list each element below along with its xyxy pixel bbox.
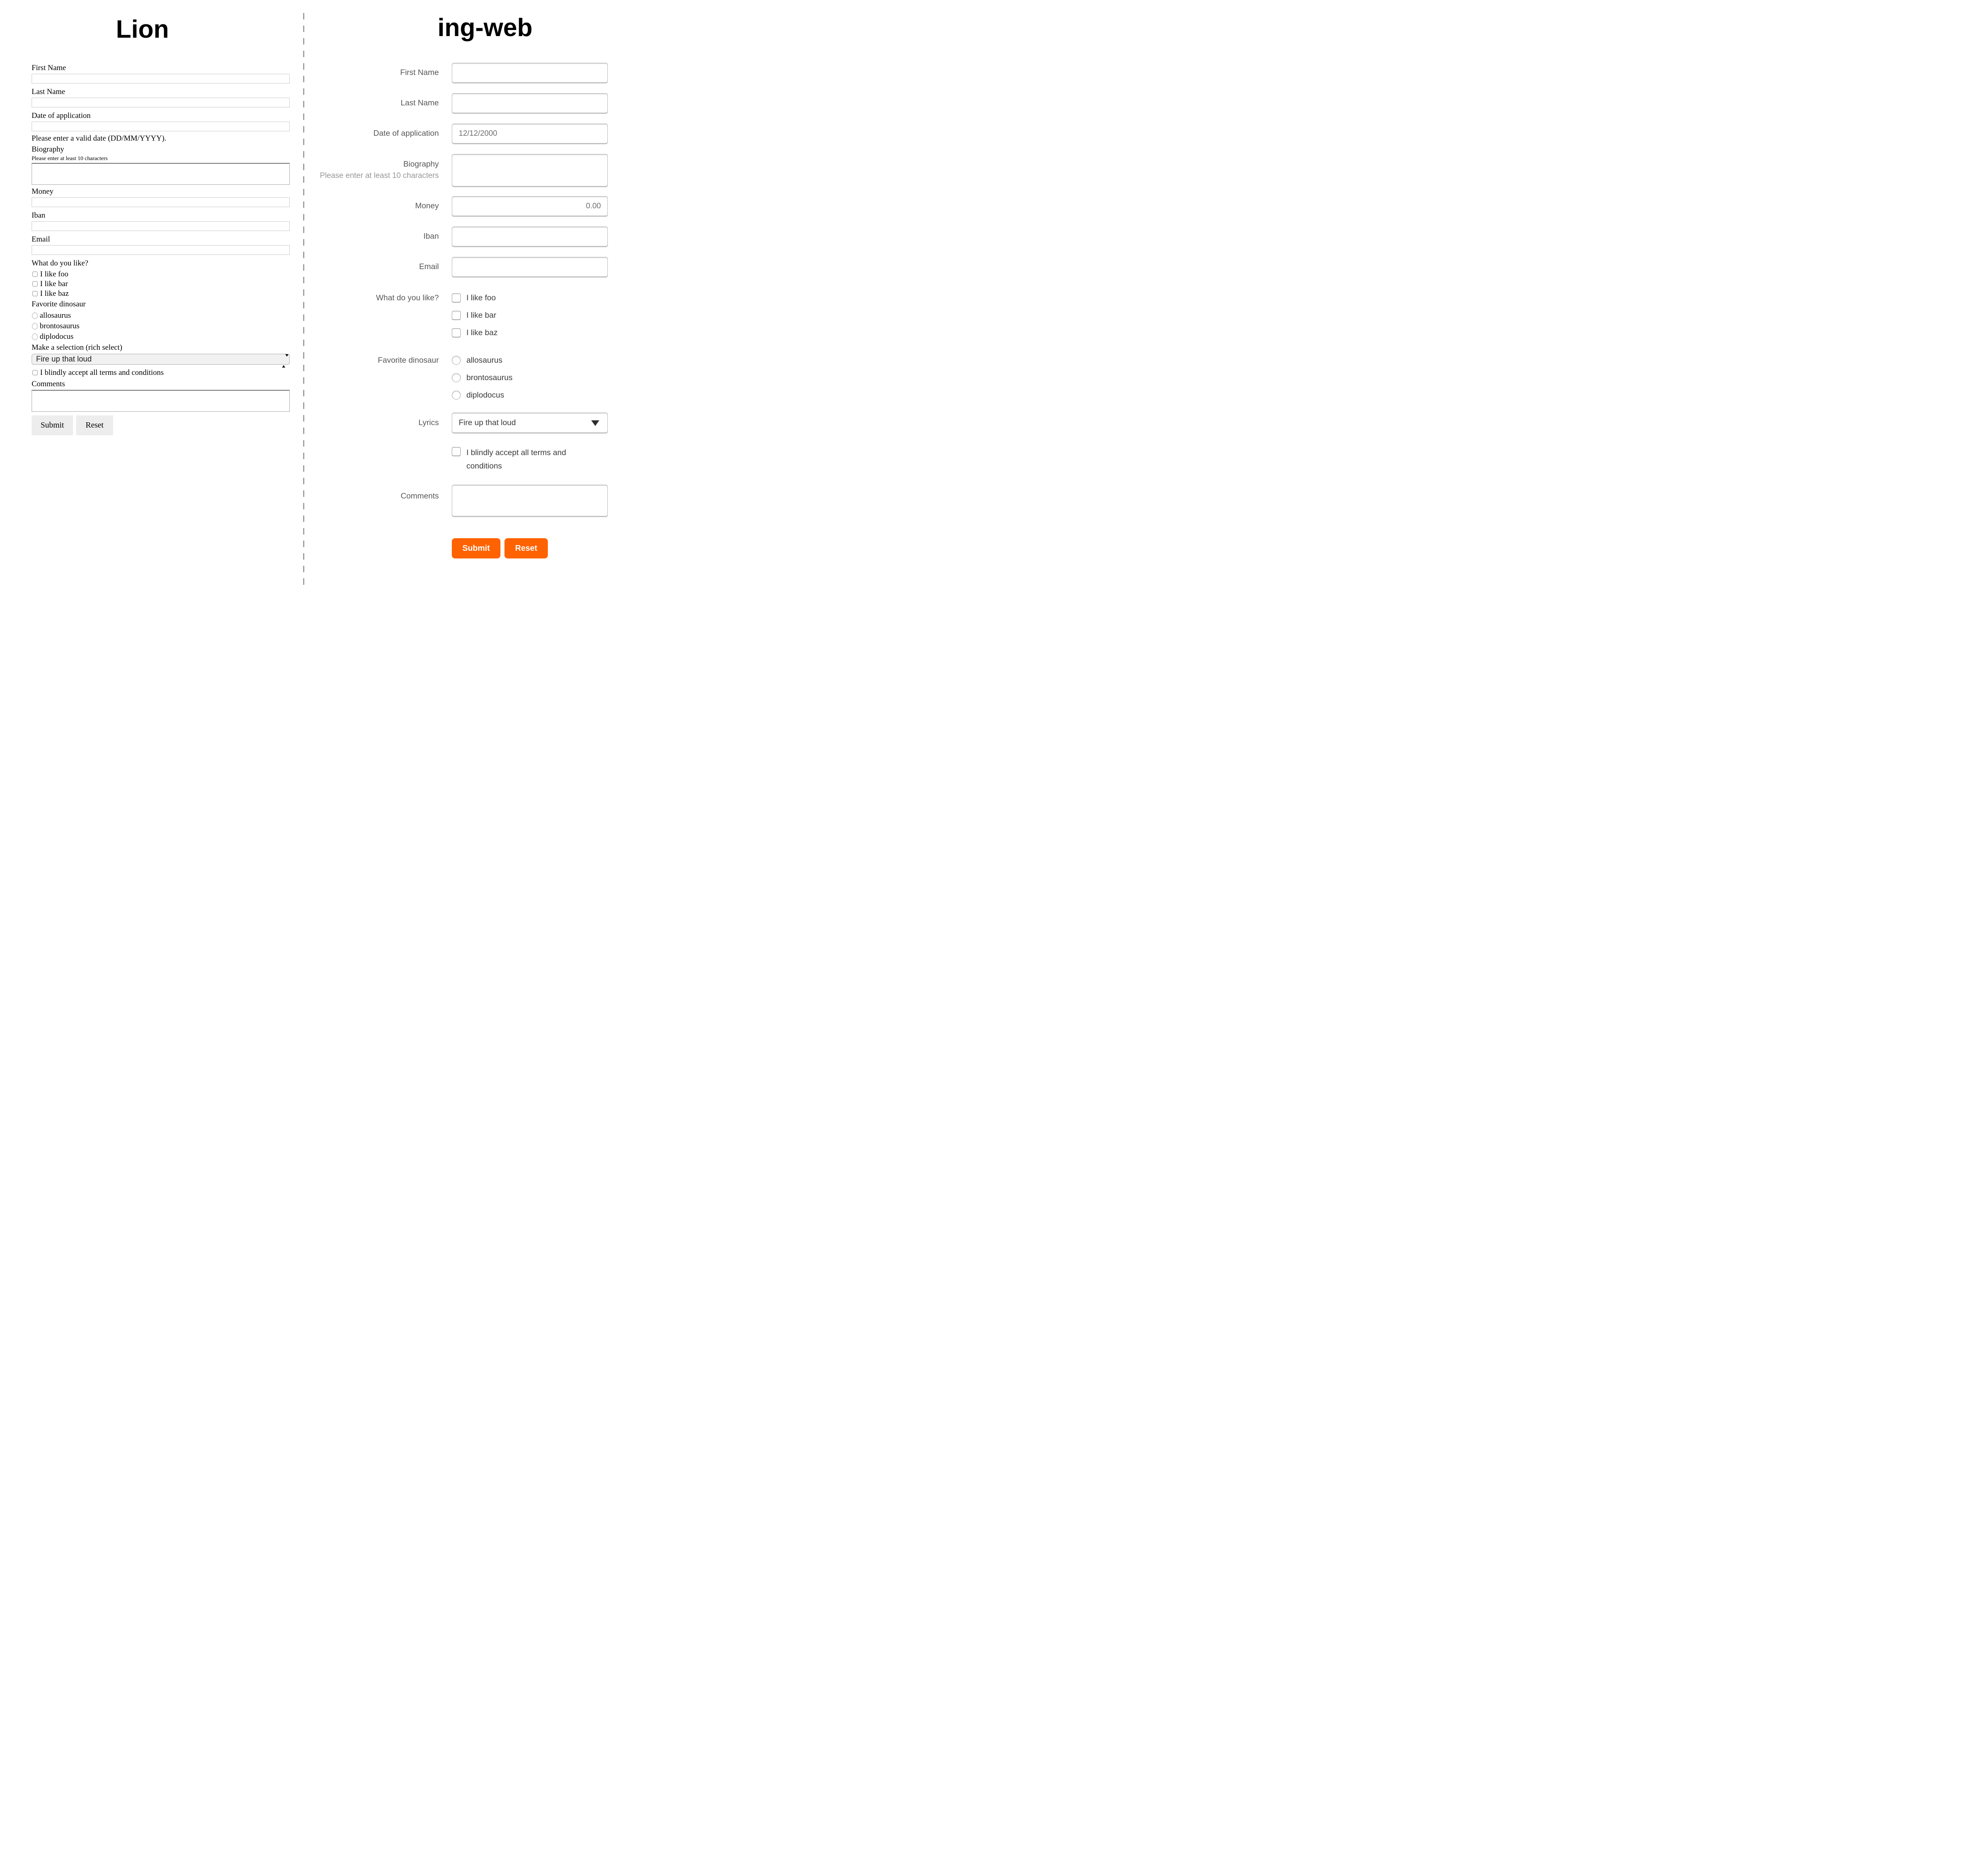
lion-like-foo-label: I like foo [40,270,68,278]
lion-comments-label: Comments [32,380,65,388]
ing-brontosaurus-label: brontosaurus [466,373,513,382]
lion-allosaurus-radio[interactable] [32,312,38,319]
ing-like-foo-row [452,293,608,303]
lion-last-name-label: Last Name [32,88,65,96]
ing-like-foo-checkbox[interactable] [452,293,461,302]
lion-date-input[interactable] [32,122,290,131]
lion-biography-label: Biography [32,145,64,154]
ing-iban-input[interactable] [452,227,608,246]
lion-email-label: Email [32,235,50,244]
ing-terms-wrap [452,447,608,473]
lion-date-label: Date of application [32,111,91,120]
ing-money-row [308,196,620,216]
lion-brontosaurus-row [32,321,290,331]
ing-terms-row [308,447,620,473]
ing-allosaurus-label: allosaurus [466,355,502,365]
ing-email-row [308,257,620,277]
dropdown-arrow-icon [591,420,599,426]
lion-terms-row [32,368,290,377]
ing-lyrics-select-value: Fire up that loud [459,418,516,427]
ing-like-foo-label: I like foo [466,293,496,302]
ing-dinosaur-group-label: Favorite dinosaur [378,356,439,365]
ing-likes-group-label: What do you like? [376,293,439,302]
ing-like-baz-checkbox[interactable] [452,328,461,337]
ing-first-name-input[interactable] [452,63,608,83]
ing-allosaurus-radio[interactable] [452,356,461,365]
lion-allosaurus-label: allosaurus [40,311,71,320]
lion-select-label: Make a selection (rich select) [32,343,122,352]
ing-comments-label: Comments [400,492,439,501]
ing-comments-row [308,485,620,516]
ing-allosaurus-row [452,355,608,365]
ing-last-name-row [308,93,620,113]
lion-likes-group-label: What do you like? [32,259,88,267]
lion-biography-hint: Please enter at least 10 characters [32,156,108,162]
ing-diplodocus-label: diplodocus [466,390,504,400]
lion-allosaurus-row [32,310,290,321]
ing-lyrics-row [308,413,620,433]
ing-iban-row [308,227,620,246]
ing-biography-hint: Please enter at least 10 characters [320,171,439,180]
ing-web-panel [308,15,620,569]
ing-submit-button[interactable]: Submit [452,538,500,558]
lion-like-baz-row [32,289,290,298]
ing-biography-textarea[interactable] [452,154,608,186]
lion-email-input[interactable] [32,245,290,255]
ing-like-bar-row [452,310,608,320]
ing-terms-spacer [308,447,452,473]
lion-panel-title: Lion [116,15,169,43]
lion-first-name-label: First Name [32,64,66,72]
ing-buttons-spacer [308,538,452,558]
lion-biography-textarea[interactable] [32,163,290,185]
ing-biography-label-block [308,154,452,186]
ing-like-baz-row [452,328,608,338]
ing-diplodocus-row [452,390,608,400]
ing-lyrics-select[interactable] [452,413,608,433]
lion-comments-textarea[interactable] [32,390,290,412]
dashed-divider [303,13,304,586]
ing-terms-label: I blindly accept all terms and conditions [466,448,566,471]
ing-date-input[interactable] [452,124,608,143]
ing-last-name-input[interactable] [452,93,608,113]
ing-last-name-label: Last Name [400,98,439,107]
lion-diplodocus-row [32,332,290,342]
lion-panel [32,17,290,435]
lion-brontosaurus-radio[interactable] [32,323,38,329]
ing-money-label: Money [415,201,439,210]
ing-iban-label: Iban [423,232,439,241]
ing-like-bar-checkbox[interactable] [452,311,461,320]
ing-first-name-label: First Name [400,68,439,77]
ing-like-bar-label: I like bar [466,310,496,320]
ing-lyrics-label: Lyrics [418,418,439,427]
lion-first-name-input[interactable] [32,74,290,83]
ing-first-name-row [308,63,620,83]
lion-like-bar-label: I like bar [40,280,68,288]
select-spinner-icon [282,357,286,362]
ing-biography-label: Biography [403,160,439,169]
lion-iban-label: Iban [32,211,45,220]
ing-money-input[interactable] [452,196,608,216]
lion-like-foo-row [32,270,290,279]
lion-like-bar-checkbox[interactable] [32,281,38,287]
ing-like-baz-label: I like baz [466,328,498,337]
lion-diplodocus-label: diplodocus [40,332,74,341]
lion-money-input[interactable] [32,197,290,207]
ing-biography-row [308,154,620,186]
lion-reset-button[interactable]: Reset [76,415,113,435]
ing-email-label: Email [419,262,439,271]
ing-terms-checkbox[interactable] [452,447,461,456]
lion-dinosaur-group-label: Favorite dinosaur [32,300,86,308]
lion-like-bar-row [32,279,290,289]
lion-rich-select[interactable] [32,354,290,365]
ing-brontosaurus-radio[interactable] [452,373,461,382]
lion-iban-input[interactable] [32,221,290,231]
lion-diplodocus-radio[interactable] [32,334,38,340]
ing-dinosaur-row [308,355,620,400]
lion-submit-button[interactable]: Submit [32,415,73,435]
lion-buttons-row [32,415,290,435]
lion-like-baz-label: I like baz [40,289,69,298]
lion-like-foo-checkbox[interactable] [32,272,38,277]
lion-rich-select-value: Fire up that loud [36,355,92,364]
ing-reset-button[interactable]: Reset [504,538,548,558]
lion-date-hint: Please enter a valid date (DD/MM/YYYY). [32,134,167,143]
ing-diplodocus-radio[interactable] [452,391,461,400]
lion-last-name-input[interactable] [32,98,290,107]
ing-likes-row [308,293,620,338]
ing-brontosaurus-row [452,373,608,383]
ing-buttons-row [308,538,620,558]
comparison-page [0,0,632,600]
ing-comments-textarea[interactable] [452,485,608,516]
lion-brontosaurus-label: brontosaurus [40,322,80,330]
ing-date-row [308,124,620,143]
lion-money-label: Money [32,187,53,196]
ing-date-label: Date of application [373,129,439,138]
ing-email-input[interactable] [452,257,608,277]
lion-terms-label: I blindly accept all terms and conditions [40,368,164,377]
lion-terms-checkbox[interactable] [32,370,38,375]
lion-like-baz-checkbox[interactable] [32,291,38,296]
ing-web-panel-title: ing-web [437,14,533,42]
